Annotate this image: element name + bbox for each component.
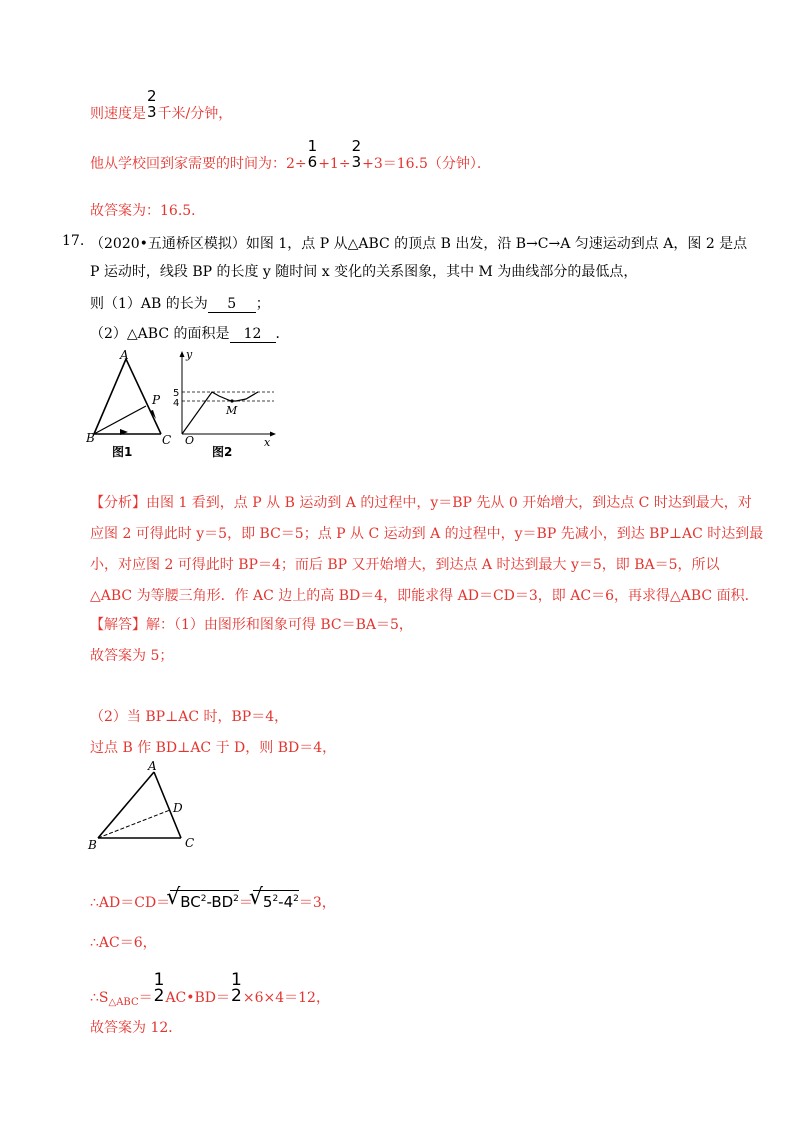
fig2-curve [182, 392, 258, 434]
speed-line [90, 87, 233, 130]
fig2-caption: 图2 [212, 445, 233, 459]
figure-1-2 [86, 346, 286, 466]
sqrt-bc-bd [170, 890, 239, 911]
analysis-line-4: △ABC 为等腰三角形．作 AC 边上的高 BD＝4，即能求得 AD＝CD＝3，即 AC＝6，再求得△ABC 面积． [90, 588, 759, 604]
fig1-label-c: C [162, 433, 172, 447]
sup-2: 2 [272, 894, 279, 904]
eq: ＝ [238, 895, 253, 911]
time-fraction-1 [308, 138, 318, 170]
question-number: 17. [62, 233, 85, 249]
sup-2: 2 [200, 894, 207, 904]
figure-3 [86, 758, 216, 858]
sup-2: 2 [233, 894, 239, 904]
fig3-label-c: C [185, 836, 195, 850]
fig2-label-o: O [185, 434, 195, 447]
fig3-label-b: B [88, 838, 97, 852]
sqrt2-b: -4 [278, 893, 294, 911]
fig1-side-ab [94, 359, 126, 434]
speed-fraction [147, 88, 157, 120]
fig3-label-d: D [173, 801, 183, 815]
sub2-prefix: （2）△ABC 的面积是 [90, 326, 230, 342]
fig1-caption: 图1 [112, 445, 133, 459]
sub1-answer: 5 [208, 296, 256, 313]
sup-2: 2 [293, 894, 299, 904]
speed-prefix: 则速度是 [90, 106, 146, 122]
speed-suffix: 千米/分钟， [157, 106, 233, 122]
fig3-side-ab [98, 772, 154, 838]
time-prefix: 他从学校回到家需要的时间为：2÷ [90, 156, 307, 172]
fig3-label-a: A [148, 759, 157, 773]
final-answer: 故答案为 12． [90, 1020, 183, 1036]
frac-num: 2 [147, 87, 157, 105]
frac-num: 2 [351, 137, 362, 155]
area-mid: AC•BD＝ [165, 990, 231, 1006]
analysis-line-2: 应图 2 可得此时 y＝5，即 BC＝5；点 P 从 C 运动到 A 的过程中，y＝BP 先减小，到达 BP⊥AC 时达到最 [90, 526, 764, 542]
half-fraction-1 [154, 972, 165, 1004]
analysis-line-3: 小，对应图 2 可得此时 BP＝4；而后 BP 又开始增大，到达点 A 时达到最大 y＝5，即 BA＝5，所以 [90, 557, 720, 573]
analysis-line-1: 【分析】由图 1 看到，点 P 从 B 运动到 A 的过程中，y＝BP 先从 0 开始增大，到达点 C 时达到最大，对 [90, 495, 752, 511]
fig1-label-a: A [120, 348, 129, 362]
ad-suffix: ＝3， [298, 895, 336, 911]
frac-den: 2 [231, 986, 242, 1006]
sub-question-1 [90, 293, 270, 313]
sub-question-2 [90, 323, 290, 343]
fig2-point-m [230, 399, 233, 402]
time-suffix: +3＝16.5（分钟）． [362, 156, 491, 172]
fig3-altitude-bd [98, 810, 170, 838]
fig1-label-p: P [152, 393, 161, 407]
question-line-2: P 运动时，线段 BP 的长度 y 随时间 x 变化的关系图象，其中 M 为曲线部分的最低点， [90, 264, 638, 280]
fig2-label-x: x [264, 436, 271, 449]
ad-cd-line [90, 888, 336, 912]
area-eq: ＝ [138, 990, 153, 1006]
area-line [90, 970, 330, 1014]
ad-prefix: ∴AD＝CD＝ [90, 895, 171, 911]
solution-line-2: 故答案为 5； [90, 648, 174, 664]
fig2-label-m: M [226, 404, 238, 417]
time-mid: +1÷ [318, 156, 351, 172]
time-fraction-2 [352, 138, 362, 170]
sub1-prefix: 则（1）AB 的长为 [90, 296, 208, 312]
sqrt-5-4 [253, 890, 299, 911]
area-suffix: ×6×4＝12， [242, 990, 330, 1006]
time-line [90, 137, 491, 180]
question-line-1: （2020•五通桥区模拟）如图 1，点 P 从△ABC 的顶点 B 出发，沿 B→C→A 匀速运动到点 A，图 2 是点 [90, 236, 748, 252]
frac-den: 6 [307, 153, 318, 171]
half-fraction-2 [231, 972, 242, 1004]
frac-num: 1 [231, 970, 242, 990]
fig1-label-b: B [86, 431, 95, 445]
sub1-suffix: ； [255, 296, 270, 312]
frac-num: 1 [153, 970, 165, 990]
fig2-label-y: y [186, 348, 193, 361]
frac-den: 3 [351, 153, 362, 171]
solution-line-1: 【解答】解：（1）由图形和图象可得 BC＝BA＝5， [90, 617, 413, 633]
frac-den: 2 [153, 986, 165, 1006]
area-prefix: ∴S [90, 990, 109, 1006]
solution-line-4: 过点 B 作 BD⊥AC 于 D，则 BD＝4， [90, 740, 337, 756]
frac-num: 1 [307, 137, 318, 155]
sqrt1-a: BC [180, 893, 201, 911]
sub2-suffix: ． [275, 326, 290, 342]
sub2-answer: 12 [230, 326, 276, 343]
sqrt1-b: -BD [206, 893, 234, 911]
fig2-x-arrow [270, 432, 276, 437]
solution-line-3: （2）当 BP⊥AC 时，BP＝4， [90, 709, 289, 725]
fig2-y-arrow [180, 351, 185, 357]
prev-answer: 故答案为：16.5． [90, 203, 206, 219]
area-sub: △ABC [108, 997, 139, 1008]
fig2-tick-5: 5 [173, 388, 180, 399]
sqrt2-a: 5 [262, 893, 273, 911]
fig2-tick-4: 4 [173, 398, 180, 409]
ac-line: ∴AC＝6， [90, 935, 157, 951]
frac-den: 3 [147, 103, 157, 121]
